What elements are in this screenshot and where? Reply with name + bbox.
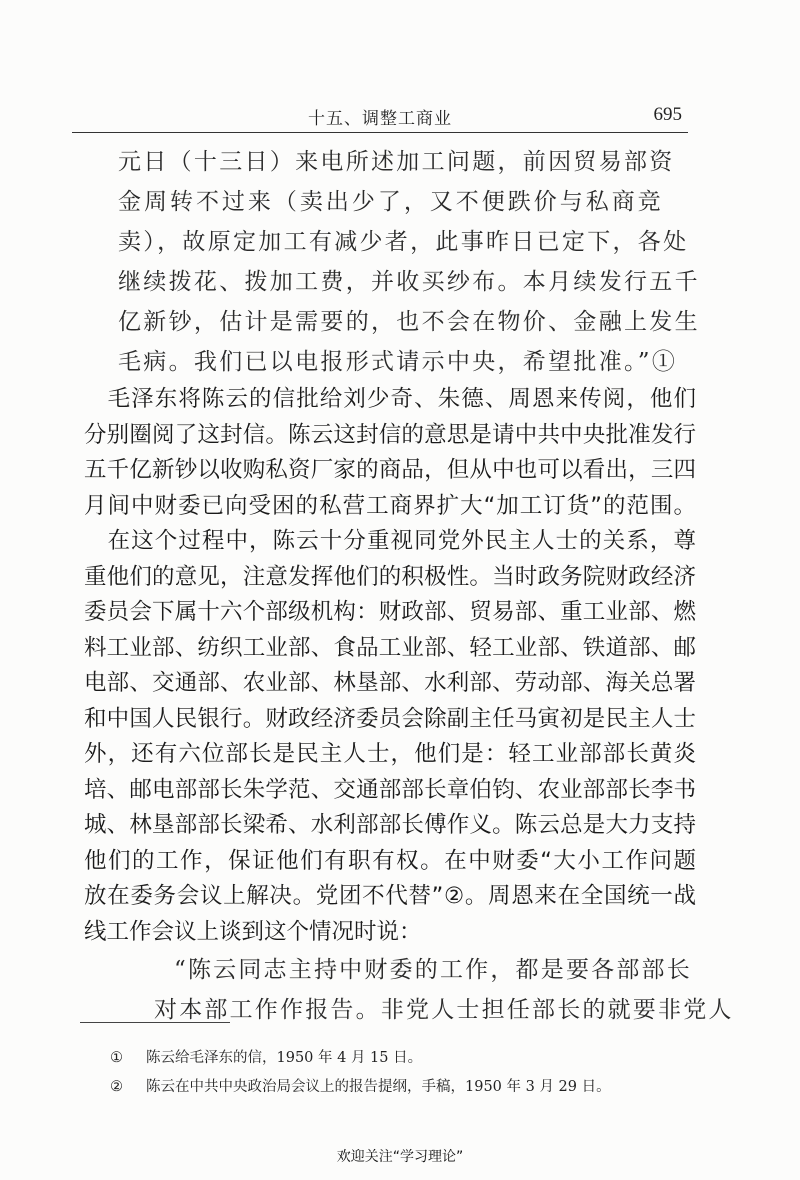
paragraph-line: 线工作会议上谈到这个情况时说： <box>84 918 422 945</box>
footnotes <box>110 1044 710 1102</box>
paragraph-line: 培、邮电部部长朱学范、交通部部长章伯钧、农业部部长李书 <box>84 776 696 803</box>
paragraph-line: 月间中财委已向受困的私营工商界扩大“加工订货”的范围。 <box>84 492 696 519</box>
footnote-rule <box>80 1022 230 1023</box>
paragraph-line: 放在委务会议上解决。党团不代替”②。周恩来在全国统一战 <box>84 883 696 909</box>
paragraph-line: 在这个过程中，陈云十分重视同党外民主人士的关系，尊 <box>84 528 696 554</box>
paragraph-line: 外，还有六位部长是民主人士，他们是：轻工业部部长黄炎 <box>84 741 696 767</box>
footnote-1 <box>110 1044 710 1073</box>
paragraph-line: 料工业部、纺织工业部、食品工业部、轻工业部、铁道部、邮 <box>84 634 696 661</box>
quote-line: 亿新钞，估计是需要的，也不会在物价、金融上发生 <box>118 309 700 335</box>
footnote-text: 陈云给毛泽东的信，1950 年 4 月 15 日。 <box>146 1050 423 1066</box>
quote-line: 卖），故原定加工有减少者，此事昨日已定下，各处 <box>118 229 689 255</box>
quote-line: 继续拨花、拨加工费，并收买纱布。本月续发行五千 <box>118 269 700 295</box>
paragraph-2 <box>84 524 696 950</box>
header-rule <box>72 132 688 133</box>
page-footer-caption: 欢迎关注“学习理论” <box>336 1149 464 1165</box>
body-text <box>84 142 734 1030</box>
running-title: 十五、调整工商业 <box>308 109 452 129</box>
footnote-text: 陈云在中共中央政治局会议上的报告提纲，手稿，1950 年 3 月 29 日。 <box>146 1079 611 1095</box>
paragraph-line: 毛泽东将陈云的信批给刘少奇、朱德、周恩来传阅，他们 <box>84 386 696 412</box>
paragraph-line: 委员会下属十六个部级机构：财政部、贸易部、重工业部、燃 <box>84 599 696 625</box>
quote-line: “陈云同志主持中财委的工作，都是要各部部长 <box>174 957 692 983</box>
footnote-2 <box>110 1073 710 1102</box>
paragraph-line: 五千亿新钞以收购私资厂家的商品，但从中也可以看出，三四 <box>84 457 696 483</box>
quote-line: 金周转不过来（卖出少了，又不便跌价与私商竞 <box>118 189 663 215</box>
footnote-mark: ② <box>110 1079 123 1095</box>
footnote-mark: ① <box>110 1050 123 1066</box>
paragraph-line: 城、林垦部部长梁希、水利部部长傅作义。陈云总是大力支持 <box>84 812 696 838</box>
paragraph-line: 他们的工作，保证他们有职有权。在中财委“大小工作问题 <box>84 847 696 874</box>
quote-line: 元日（十三日）来电所述加工问题，前因贸易部资 <box>118 149 675 175</box>
paragraph-line: 重他们的意见，注意发挥他们的积极性。当时政务院财政经济 <box>84 563 696 590</box>
page-number: 695 <box>653 104 682 125</box>
paragraph-line: 电部、交通部、农业部、林垦部、水利部、劳动部、海关总署 <box>84 670 696 696</box>
quote-line: 对本部工作作报告。非党人士担任部长的就要非党人 <box>154 997 734 1023</box>
block-quote-bottom <box>154 950 734 1030</box>
block-quote-top <box>118 142 700 382</box>
paragraph-line: 和中国人民银行。财政经济委员会除副主任马寅初是民主人士 <box>84 705 696 732</box>
running-header <box>80 98 692 130</box>
quote-line: 毛病。我们已以电报形式请示中央，希望批准。”① <box>118 349 678 375</box>
paragraph-1 <box>84 382 696 524</box>
paragraph-line: 分别圈阅了这封信。陈云这封信的意思是请中共中央批准发行 <box>84 421 696 448</box>
